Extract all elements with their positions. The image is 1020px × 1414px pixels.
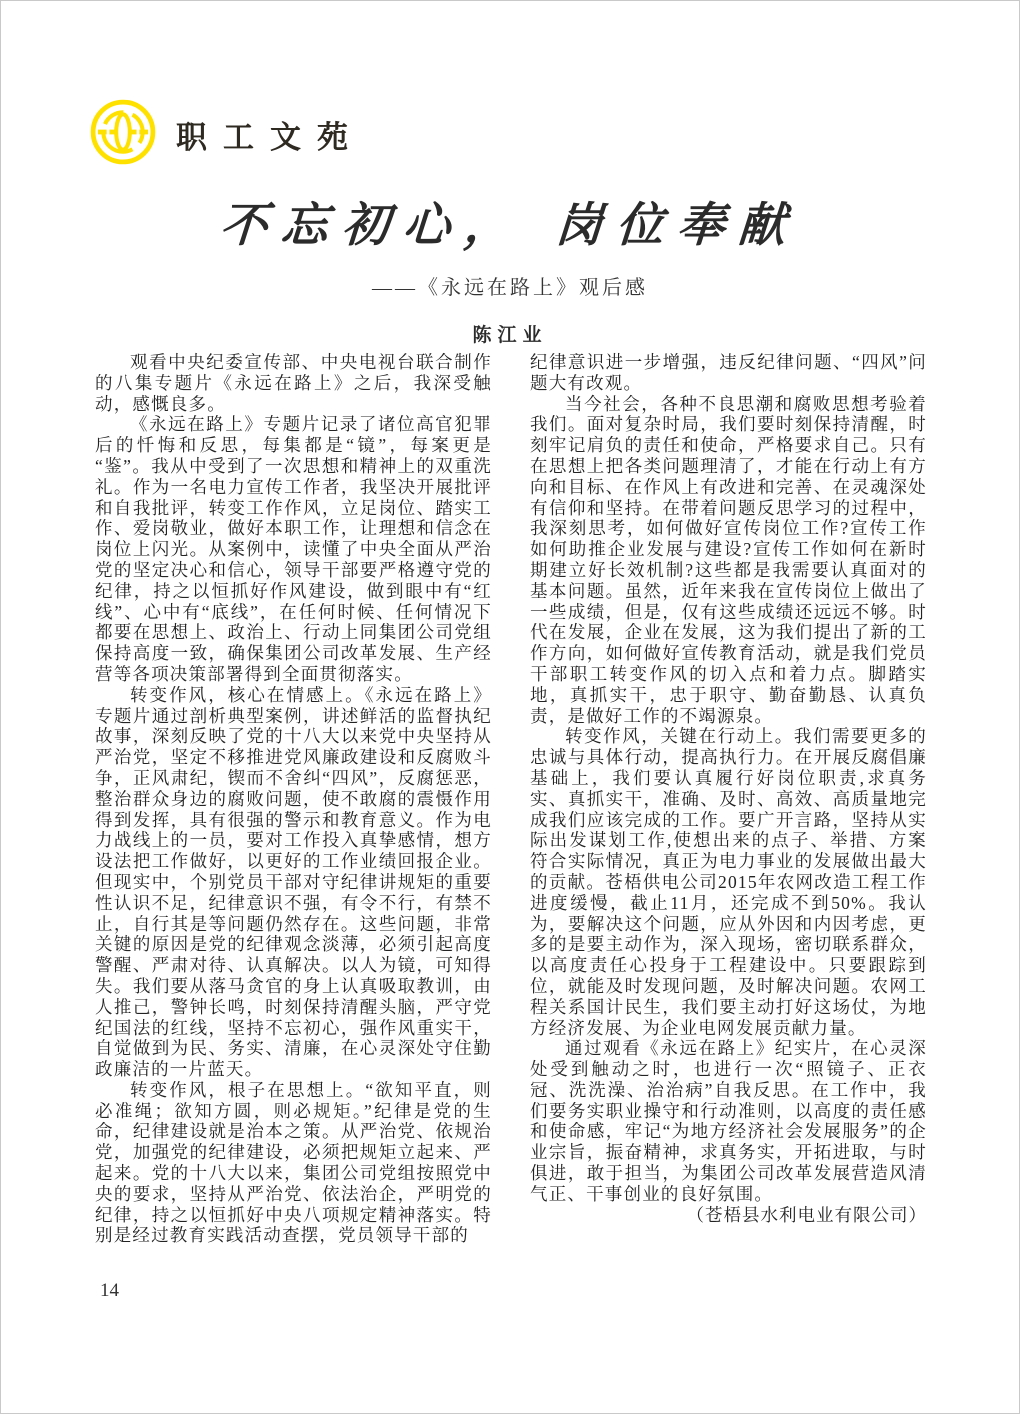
paragraph: 当今社会，各种不良思潮和腐败思想考验着我们。面对复杂时局，我们要时刻保持清醒，时刻牢记肩负的责任和使命，严格要求自己。只有在思想上把各类问题理清了，才能在行动上有方向和目标、在作风上有改进和完善、在灵魂深处有信仰和坚持。在带着问题反思学习的过程中，我深刻思考，如何做好宣传岗位工作?宣传工作如何助推企业发展与建设?宣传工作如何在新时期建立好长效机制?这些都是我需要认真面对的基本问题。虽然，近年来我在宣传岗位上做出了一些成绩，但是，仅有这些成绩还远远不够。时代在发展，企业在发展，这为我们提出了新的工作方向，如何做好宣传教育活动，就是我们党员干部职工转变作风的切入点和着力点。脚踏实地，真抓实干，忠于职守、勤奋勤恳、认真负责，是做好工作的不竭源泉。: [530, 393, 927, 726]
page-header: [88, 98, 364, 166]
right-column: [530, 352, 927, 1246]
paragraph: 观看中央纪委宣传部、中央电视台联合制作的八集专题片《永远在路上》之后，我深受触动，感慨良多。: [95, 352, 492, 414]
paragraph: 通过观看《永远在路上》纪实片，在心灵深处受到触动之时，也进行一次“照镜子、正衣冠、洗洗澡、治治病”自我反思。在工作中，我们要务实职业操守和行动准则，以高度的责任感和使命感，牢记“为地方经济社会发展服务”的企业宗旨，振奋精神，求真务实，开拓进取，与时俱进，敢于担当，为集团公司改革发展营造风清气正、干事创业的良好氛围。: [530, 1038, 927, 1204]
trade-union-emblem-icon: [88, 98, 158, 166]
title-block: [95, 188, 925, 347]
article-subtitle: ——《永远在路上》观后感: [372, 277, 648, 299]
paragraph: 转变作风，根子在思想上。“欲知平直，则必准绳；欲知方圆，则必规矩。”纪律是党的生命，纪律建设就是治本之策。从严治党、依规治党，加强党的纪律建设，必须把规矩立起来、严起来。党的十八大以来，集团公司党组按照党中央的要求，坚持从严治党、依法治企，严明党的纪律，持之以恒抓好中央八项规定精神落实。特别是经过教育实践活动查摆，党员领导干部的: [95, 1079, 492, 1246]
article-author: 陈江业: [472, 325, 548, 346]
paragraph: 转变作风，关键在行动上。我们需要更多的忠诚与具体行动，提高执行力。在开展反腐倡廉基础上，我们要认真履行好岗位职责,求真务实、真抓实干，准确、及时、高效、高质量地完成我们应该完成的工作。要广开言路，坚持从实际出发谋划工作,使想出来的点子、举措、方案符合实际情况，真正为电力事业的发展做出最大的贡献。苍梧供电公司2015年农网改造工程工作进度缓慢，截止11月，还完成不到50%。我认为，要解决这个问题，应从外因和内因考虑，更多的是要主动作为，深入现场，密切联系群众，以高度责任心投身于工程建设中。只要跟踪到位，就能及时发现问题，及时解决问题。农网工程关系国计民生，我们要主动打好这场仗，为地方经济发展、为企业电网发展贡献力量。: [530, 726, 927, 1038]
article-body: [95, 352, 927, 1246]
author-attribution: （苍梧县水利电业有限公司）: [686, 1204, 927, 1225]
section-title: 职工文苑: [176, 119, 364, 155]
paragraph: 《永远在路上》专题片记录了诸位高官犯罪后的忏悔和反思，每集都是“镜”，每案更是“鉴”。我从中受到了一次思想和精神上的双重洗礼。作为一名电力宣传工作者，我坚决开展批评和自我批评，转变工作作风，立足岗位、踏实工作、爱岗敬业，做好本职工作，让理想和信念在岗位上闪光。从案例中，读懂了中央全面从严治党的坚定决心和信心，领导干部要严格遵守党的纪律，持之以恒抓好作风建设，做到眼中有“红线”、心中有“底线”，在任何时候、任何情况下都要在思想上、政治上、行动上同集团公司党组保持高度一致，确保集团公司改革发展、生产经营等各项决策部署得到全面贯彻落实。: [95, 414, 492, 684]
paragraph: 转变作风，核心在情感上。《永远在路上》专题片通过剖析典型案例，讲述鲜活的监督执纪故事，深刻反映了党的十八大以来党中央坚持从严治党，坚定不移推进党风廉政建设和反腐败斗争，正风肃纪，锲而不舍纠“四风”，反腐惩恶，整治群众身边的腐败问题，使不敢腐的震慑作用得到发挥，具有很强的警示和教育意义。作为电力战线上的一员，要对工作投入真挚感情，想方设法把工作做好，以更好的工作业绩回报企业。但现实中，个别党员干部对守纪律讲规矩的重要性认识不足，纪律意识不强，有令不行，有禁不止，自行其是等问题仍然存在。这些问题，非常关键的原因是党的纪律观念淡薄，必须引起高度警醒、严肃对待、认真解决。以人为镜，可知得失。我们要从落马贪官的身上认真吸取教训，由人推己，警钟长鸣，时刻保持清醒头脑，严守党纪国法的红线，坚持不忘初心，强作风重实干，自觉做到为民、务实、清廉，在心灵深处守住勤政廉洁的一片蓝天。: [95, 684, 492, 1080]
article-title: 不忘初心， 岗位奉献: [218, 198, 802, 253]
paragraph-continuation: 纪律意识进一步增强，违反纪律问题、“四风”问题大有改观。: [530, 352, 927, 393]
page-number: 14: [100, 1280, 119, 1301]
left-column: [95, 352, 492, 1246]
